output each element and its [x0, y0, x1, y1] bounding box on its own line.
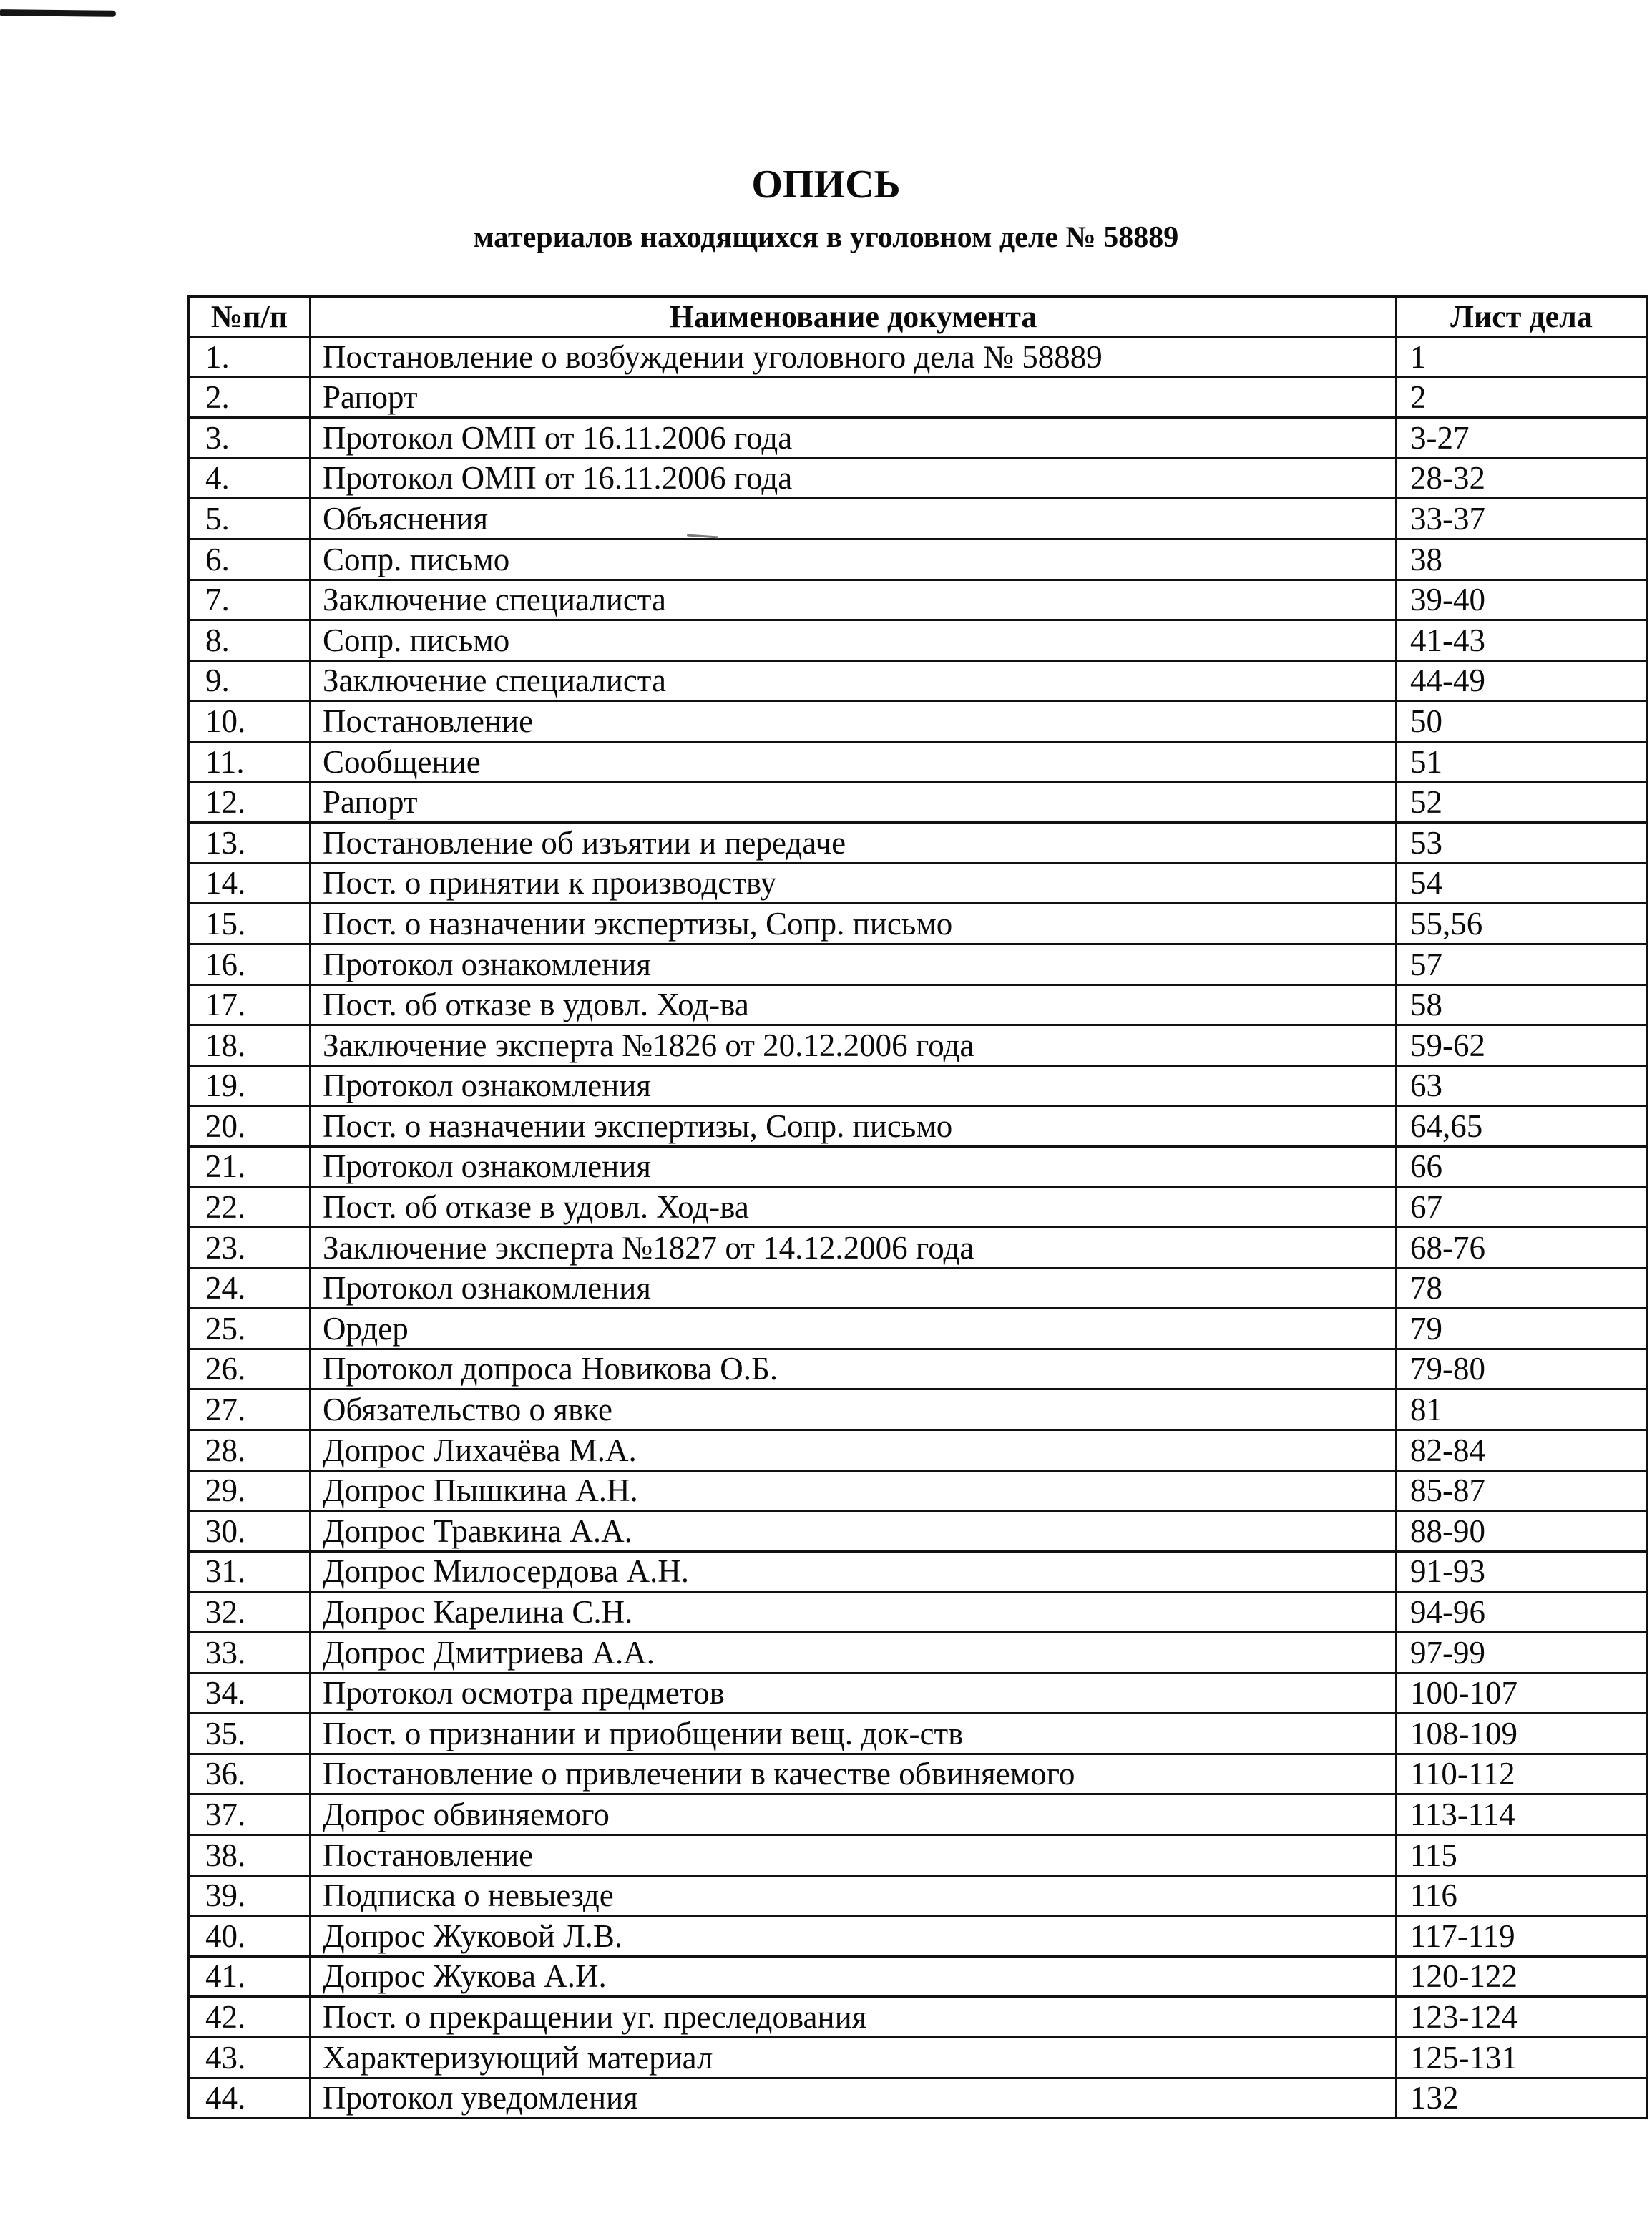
row-number-cell: 38. [189, 1834, 311, 1875]
table-row [189, 1025, 1647, 1066]
document-name-cell: Сообщение [311, 741, 1397, 782]
row-number-cell: 31. [189, 1551, 311, 1592]
document-name-cell: Рапорт [311, 377, 1397, 418]
document-name-cell: Протокол ознакомления [311, 944, 1397, 984]
table-row [189, 1794, 1647, 1835]
document-name-cell: Допрос Жуковой Л.В. [311, 1916, 1397, 1957]
row-number-cell: 17. [189, 984, 311, 1025]
sheet-number-cell: 88-90 [1397, 1511, 1647, 1552]
document-name-cell: Подписка о невыезде [311, 1875, 1397, 1916]
row-number-cell: 29. [189, 1470, 311, 1511]
table-row [189, 1673, 1647, 1714]
sheet-number-cell: 38 [1397, 539, 1647, 580]
table-row [189, 1228, 1647, 1269]
document-name-cell: Постановление об изъятии и передаче [311, 823, 1397, 864]
document-name-cell: Допрос Пышкина А.Н. [311, 1470, 1397, 1511]
sheet-number-cell: 41-43 [1397, 620, 1647, 661]
table-row [189, 580, 1647, 620]
row-number-cell: 21. [189, 1146, 311, 1187]
table-row [189, 1470, 1647, 1511]
document-name-cell: Сопр. письмо [311, 620, 1397, 661]
table-row [189, 539, 1647, 580]
row-number-cell: 34. [189, 1673, 311, 1714]
sheet-number-cell: 79 [1397, 1309, 1647, 1349]
inventory-table [187, 295, 1648, 2119]
document-name-cell: Заключение эксперта №1826 от 20.12.2006 года [311, 1025, 1397, 1066]
document-name-cell: Допрос Травкина А.А. [311, 1511, 1397, 1552]
row-number-cell: 36. [189, 1754, 311, 1794]
row-number-cell: 41. [189, 1956, 311, 1997]
page-title: ОПИСЬ [751, 162, 901, 207]
table-row [189, 418, 1647, 459]
sheet-number-cell: 110-112 [1397, 1754, 1647, 1794]
document-name-cell: Допрос Дмитриева А.А. [311, 1633, 1397, 1674]
table-row [189, 337, 1647, 378]
table-row [189, 1551, 1647, 1592]
row-number-cell: 5. [189, 499, 311, 539]
document-name-cell: Постановление [311, 701, 1397, 742]
sheet-number-cell: 132 [1397, 2078, 1647, 2119]
row-number-cell: 8. [189, 620, 311, 661]
table-row [189, 823, 1647, 864]
sheet-number-cell: 52 [1397, 782, 1647, 823]
table-row [189, 620, 1647, 661]
row-number-cell: 28. [189, 1430, 311, 1471]
page-subtitle: материалов находящихся в уголовном деле № 58889 [473, 221, 1179, 254]
sheet-number-cell: 94-96 [1397, 1592, 1647, 1633]
table-row [189, 944, 1647, 984]
sheet-number-cell: 1 [1397, 337, 1647, 378]
row-number-cell: 26. [189, 1349, 311, 1389]
document-name-cell: Протокол осмотра предметов [311, 1673, 1397, 1714]
sheet-number-cell: 91-93 [1397, 1551, 1647, 1592]
sheet-number-cell: 51 [1397, 741, 1647, 782]
table-body [189, 337, 1647, 2119]
document-name-cell: Протокол ознакомления [311, 1146, 1397, 1187]
sheet-number-cell: 28-32 [1397, 458, 1647, 499]
row-number-cell: 14. [189, 863, 311, 904]
row-number-cell: 2. [189, 377, 311, 418]
document-name-cell: Протокол допроса Новикова О.Б. [311, 1349, 1397, 1389]
row-number-cell: 18. [189, 1025, 311, 1066]
document-name-cell: Протокол ознакомления [311, 1268, 1397, 1309]
sheet-number-cell: 120-122 [1397, 1956, 1647, 1997]
sheet-number-cell: 113-114 [1397, 1794, 1647, 1835]
document-name-cell: Постановление [311, 1834, 1397, 1875]
table-row [189, 1633, 1647, 1674]
sheet-number-cell: 68-76 [1397, 1228, 1647, 1269]
row-number-cell: 3. [189, 418, 311, 459]
table-row [189, 1268, 1647, 1309]
row-number-cell: 25. [189, 1309, 311, 1349]
document-name-cell: Пост. о признании и приобщении вещ. док-ств [311, 1714, 1397, 1754]
sheet-number-cell: 55,56 [1397, 904, 1647, 944]
table-row [189, 1511, 1647, 1552]
table-row [189, 2037, 1647, 2078]
scan-edge-mark [0, 9, 116, 17]
table-row [189, 1187, 1647, 1228]
sheet-number-cell: 64,65 [1397, 1106, 1647, 1147]
row-number-cell: 22. [189, 1187, 311, 1228]
sheet-number-cell: 116 [1397, 1875, 1647, 1916]
sheet-number-cell: 44-49 [1397, 660, 1647, 701]
table-row [189, 499, 1647, 539]
table-row [189, 660, 1647, 701]
table-header [189, 297, 1647, 337]
document-name-cell: Протокол уведомления [311, 2078, 1397, 2119]
column-header-number: №п/п [189, 297, 311, 337]
row-number-cell: 35. [189, 1714, 311, 1754]
row-number-cell: 32. [189, 1592, 311, 1633]
table-row [189, 1956, 1647, 1997]
document-name-cell: Заключение специалиста [311, 660, 1397, 701]
row-number-cell: 20. [189, 1106, 311, 1147]
sheet-number-cell: 123-124 [1397, 1997, 1647, 2038]
sheet-number-cell: 97-99 [1397, 1633, 1647, 1674]
document-name-cell: Характеризующий материал [311, 2037, 1397, 2078]
document-name-cell: Пост. о прекращении уг. преследования [311, 1997, 1397, 2038]
sheet-number-cell: 50 [1397, 701, 1647, 742]
row-number-cell: 39. [189, 1875, 311, 1916]
sheet-number-cell: 115 [1397, 1834, 1647, 1875]
row-number-cell: 33. [189, 1633, 311, 1674]
sheet-number-cell: 2 [1397, 377, 1647, 418]
document-name-cell: Протокол ОМП от 16.11.2006 года [311, 458, 1397, 499]
table-row [189, 1754, 1647, 1794]
document-name-cell: Пост. о назначении экспертизы, Сопр. письмо [311, 1106, 1397, 1147]
table-row [189, 863, 1647, 904]
table-row [189, 1309, 1647, 1349]
table-row [189, 1592, 1647, 1633]
document-name-cell: Протокол ОМП от 16.11.2006 года [311, 418, 1397, 459]
sheet-number-cell: 63 [1397, 1065, 1647, 1106]
document-name-cell: Обязательство о явке [311, 1389, 1397, 1430]
sheet-number-cell: 108-109 [1397, 1714, 1647, 1754]
document-name-cell: Заключение специалиста [311, 580, 1397, 620]
document-name-cell: Объяснения [311, 499, 1397, 539]
table-header-row [189, 297, 1647, 337]
row-number-cell: 44. [189, 2078, 311, 2119]
row-number-cell: 23. [189, 1228, 311, 1269]
row-number-cell: 4. [189, 458, 311, 499]
document-name-cell: Сопр. письмо [311, 539, 1397, 580]
table-row [189, 1997, 1647, 2038]
sheet-number-cell: 82-84 [1397, 1430, 1647, 1471]
table-row [189, 377, 1647, 418]
table-row [189, 782, 1647, 823]
table-row [189, 1916, 1647, 1957]
sheet-number-cell: 125-131 [1397, 2037, 1647, 2078]
table-row [189, 1714, 1647, 1754]
row-number-cell: 12. [189, 782, 311, 823]
sheet-number-cell: 66 [1397, 1146, 1647, 1187]
table-row [189, 1389, 1647, 1430]
sheet-number-cell: 117-119 [1397, 1916, 1647, 1957]
sheet-number-cell: 58 [1397, 984, 1647, 1025]
document-name-cell: Ордер [311, 1309, 1397, 1349]
table-row [189, 458, 1647, 499]
sheet-number-cell: 57 [1397, 944, 1647, 984]
sheet-number-cell: 67 [1397, 1187, 1647, 1228]
document-name-cell: Постановление о привлечении в качестве обвиняемого [311, 1754, 1397, 1794]
sheet-number-cell: 100-107 [1397, 1673, 1647, 1714]
table-row [189, 984, 1647, 1025]
document-name-cell: Допрос Лихачёва М.А. [311, 1430, 1397, 1471]
document-name-cell: Рапорт [311, 782, 1397, 823]
row-number-cell: 27. [189, 1389, 311, 1430]
table-row [189, 1875, 1647, 1916]
row-number-cell: 37. [189, 1794, 311, 1835]
sheet-number-cell: 78 [1397, 1268, 1647, 1309]
table-row [189, 701, 1647, 742]
row-number-cell: 10. [189, 701, 311, 742]
column-header-document-name: Наименование документа [311, 297, 1397, 337]
table-row [189, 741, 1647, 782]
table-row [189, 904, 1647, 944]
sheet-number-cell: 33-37 [1397, 499, 1647, 539]
row-number-cell: 1. [189, 337, 311, 378]
row-number-cell: 13. [189, 823, 311, 864]
sheet-number-cell: 53 [1397, 823, 1647, 864]
sheet-number-cell: 79-80 [1397, 1349, 1647, 1389]
column-header-sheet: Лист дела [1397, 297, 1647, 337]
table-row [189, 1146, 1647, 1187]
row-number-cell: 9. [189, 660, 311, 701]
row-number-cell: 30. [189, 1511, 311, 1552]
row-number-cell: 40. [189, 1916, 311, 1957]
row-number-cell: 7. [189, 580, 311, 620]
table-row [189, 1106, 1647, 1147]
sheet-number-cell: 3-27 [1397, 418, 1647, 459]
document-name-cell: Пост. об отказе в удовл. Ход-ва [311, 1187, 1397, 1228]
document-name-cell: Допрос обвиняемого [311, 1794, 1397, 1835]
table-row [189, 1065, 1647, 1106]
document-name-cell: Допрос Карелина С.Н. [311, 1592, 1397, 1633]
table-row [189, 1430, 1647, 1471]
table-row [189, 1834, 1647, 1875]
sheet-number-cell: 81 [1397, 1389, 1647, 1430]
document-name-cell: Пост. о назначении экспертизы, Сопр. письмо [311, 904, 1397, 944]
row-number-cell: 15. [189, 904, 311, 944]
document-name-cell: Заключение эксперта №1827 от 14.12.2006 года [311, 1228, 1397, 1269]
row-number-cell: 16. [189, 944, 311, 984]
sheet-number-cell: 85-87 [1397, 1470, 1647, 1511]
row-number-cell: 6. [189, 539, 311, 580]
row-number-cell: 19. [189, 1065, 311, 1106]
sheet-number-cell: 54 [1397, 863, 1647, 904]
document-name-cell: Допрос Жукова А.И. [311, 1956, 1397, 1997]
sheet-number-cell: 59-62 [1397, 1025, 1647, 1066]
document-name-cell: Пост. о принятии к производству [311, 863, 1397, 904]
row-number-cell: 11. [189, 741, 311, 782]
document-name-cell: Пост. об отказе в удовл. Ход-ва [311, 984, 1397, 1025]
row-number-cell: 43. [189, 2037, 311, 2078]
sheet-number-cell: 39-40 [1397, 580, 1647, 620]
table-row [189, 2078, 1647, 2119]
document-name-cell: Постановление о возбуждении уголовного дела № 58889 [311, 337, 1397, 378]
document-name-cell: Протокол ознакомления [311, 1065, 1397, 1106]
row-number-cell: 24. [189, 1268, 311, 1309]
row-number-cell: 42. [189, 1997, 311, 2038]
document-name-cell: Допрос Милосердова А.Н. [311, 1551, 1397, 1592]
table-row [189, 1349, 1647, 1389]
